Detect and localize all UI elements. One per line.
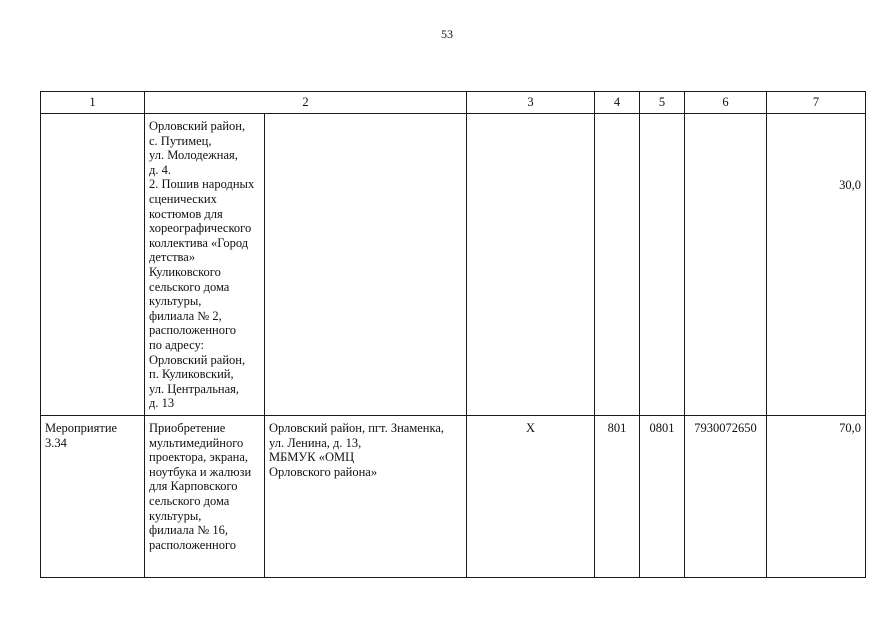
header-col-5: 5 xyxy=(640,92,685,114)
cell-col-3: Х xyxy=(467,416,595,578)
header-col-4: 4 xyxy=(595,92,640,114)
cell-amount: 70,0 xyxy=(767,416,866,578)
header-col-7: 7 xyxy=(767,92,866,114)
cell-address xyxy=(265,114,467,416)
cell-col-5: 0801 xyxy=(640,416,685,578)
cell-col-5 xyxy=(640,114,685,416)
page-number: 53 xyxy=(441,27,453,41)
header-col-1: 1 xyxy=(41,92,145,114)
table-row xyxy=(41,416,866,578)
cell-col-4 xyxy=(595,114,640,416)
cell-event-name xyxy=(41,114,145,416)
cell-col-6: 7930072650 xyxy=(685,416,767,578)
header-col-6: 6 xyxy=(685,92,767,114)
cell-col-4: 801 xyxy=(595,416,640,578)
cell-col-3 xyxy=(467,114,595,416)
table-row xyxy=(41,114,866,416)
cell-address: Орловский район, пгт. Знаменка, ул. Ленина, д. 13, МБМУК «ОМЦ Орловского района» xyxy=(265,416,467,578)
budget-table xyxy=(40,91,866,578)
cell-event-name: Мероприятие 3.34 xyxy=(41,416,145,578)
cell-amount: 30,0 xyxy=(767,114,866,416)
header-row xyxy=(41,92,866,114)
cell-description: Орловский район, с. Путимец, ул. Молодежная, д. 4. 2. Пошив народных сценических костюмов для хореографического коллектива «Город детства» Куликовского сельского дома культуры, филиала № 2, расположенного по адресу: Орловский район, п. Куликовский, ул. Центральная, д. 13 xyxy=(145,114,265,416)
header-col-3: 3 xyxy=(467,92,595,114)
cell-description: Приобретение мультимедийного проектора, экрана, ноутбука и жалюзи для Карповского сельского дома культуры, филиала № 16, расположенного xyxy=(145,416,265,578)
header-col-2: 2 xyxy=(145,92,467,114)
cell-col-6 xyxy=(685,114,767,416)
